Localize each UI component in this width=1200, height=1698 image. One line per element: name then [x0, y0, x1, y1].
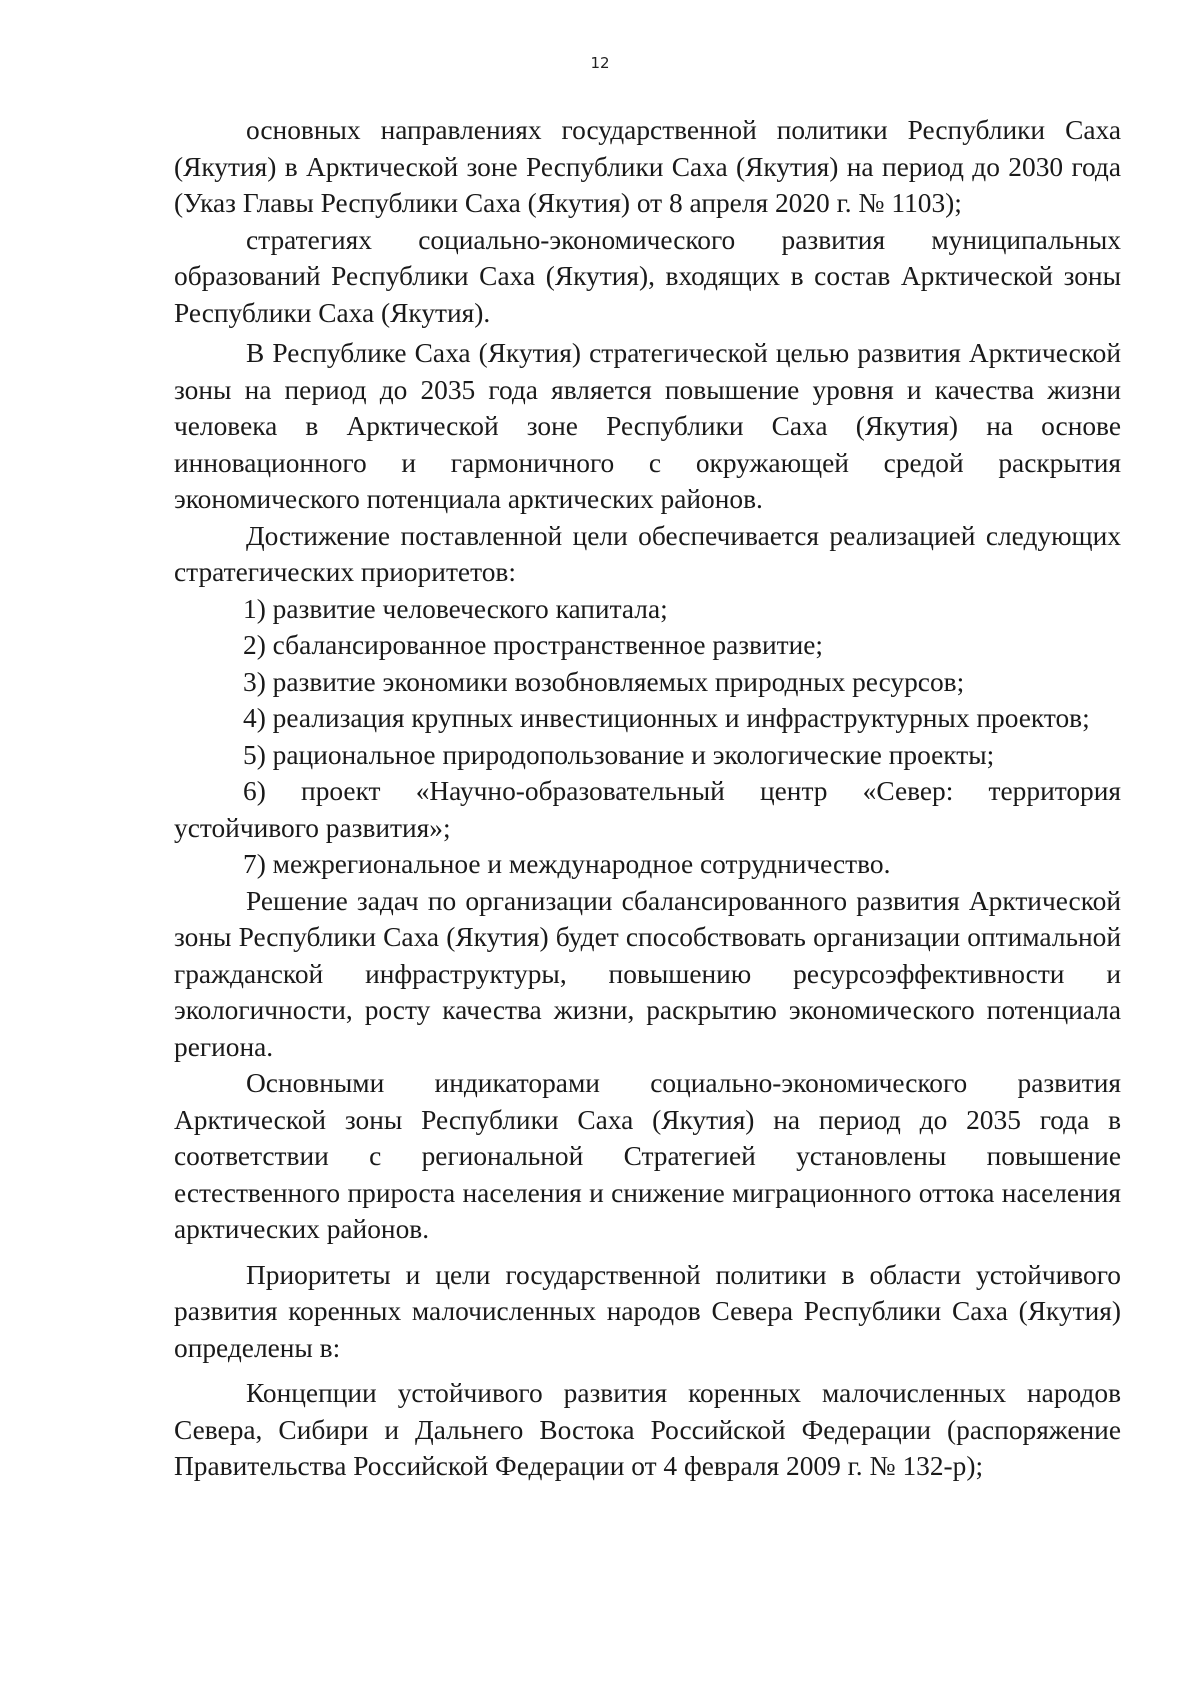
- paragraph: стратегиях социально-экономического развития муниципальных образований Республики Саха (Якутия), входящих в состав Арктической зоны Республики Саха (Якутия).: [174, 224, 1121, 328]
- list-item: 5) рациональное природопользование и экологические проекты;: [243, 739, 995, 770]
- list-item: 7) межрегиональное и международное сотрудничество.: [243, 849, 891, 879]
- paragraph: Основными индикаторами социально-экономического развития Арктической зоны Республики Саха (Якутия) на период до 2035 года в соответствии с региональной Стратегией установлены повышение естественного прироста населения и снижение миграционного оттока населения арктических районов.: [174, 1068, 1121, 1244]
- list-item: 1) развитие человеческого капитала;: [243, 593, 668, 624]
- list-item: 4) реализация крупных инвестиционных и инфраструктурных проектов;: [243, 703, 1090, 733]
- paragraph-continuation: основных направлениях государственной политики Республики Саха (Якутия) в Арктической зоне Республики Саха (Якутия) на период до 2030 года (Указ Главы Республики Саха (Якутия) от 8 апреля 2020 г. № 1103);: [174, 115, 1121, 218]
- list-item: 6) проект «Научно-образовательный центр «Север: территория устойчивого развития»;: [174, 776, 1121, 843]
- paragraph: Достижение поставленной цели обеспечивается реализацией следующих стратегических приоритетов:: [174, 520, 1121, 587]
- page-number: 12: [590, 54, 610, 72]
- list-item: 3) развитие экономики возобновляемых природных ресурсов;: [243, 666, 965, 697]
- paragraph: Концепции устойчивого развития коренных малочисленных народов Севера, Сибири и Дальнего Востока Российской Федерации (распоряжение Правительства Российской Федерации от 4 февраля 2009 г. № 132-р);: [174, 1378, 1121, 1481]
- list-item: 2) сбалансированное пространственное развитие;: [243, 630, 824, 660]
- document-body: [174, 112, 1121, 1485]
- paragraph: Приоритеты и цели государственной политики в области устойчивого развития коренных малочисленных народов Севера Республики Саха (Якутия) определены в:: [174, 1259, 1121, 1363]
- paragraph: В Республике Саха (Якутия) стратегической целью развития Арктической зоны на период до 2035 года является повышение уровня и качества жизни человека в Арктической зоне Республики Саха (Якутия) на основе инновационного и гармоничного с окружающей средой раскрытия экономического потенциала арктических районов.: [174, 338, 1121, 514]
- paragraph: Решение задач по организации сбалансированного развития Арктической зоны Республики Саха (Якутия) будет способствовать организации оптимальной гражданской инфраструктуры, повышению ресурсоэффективности и экологичности, росту качества жизни, раскрытию экономического потенциала региона.: [174, 885, 1121, 1062]
